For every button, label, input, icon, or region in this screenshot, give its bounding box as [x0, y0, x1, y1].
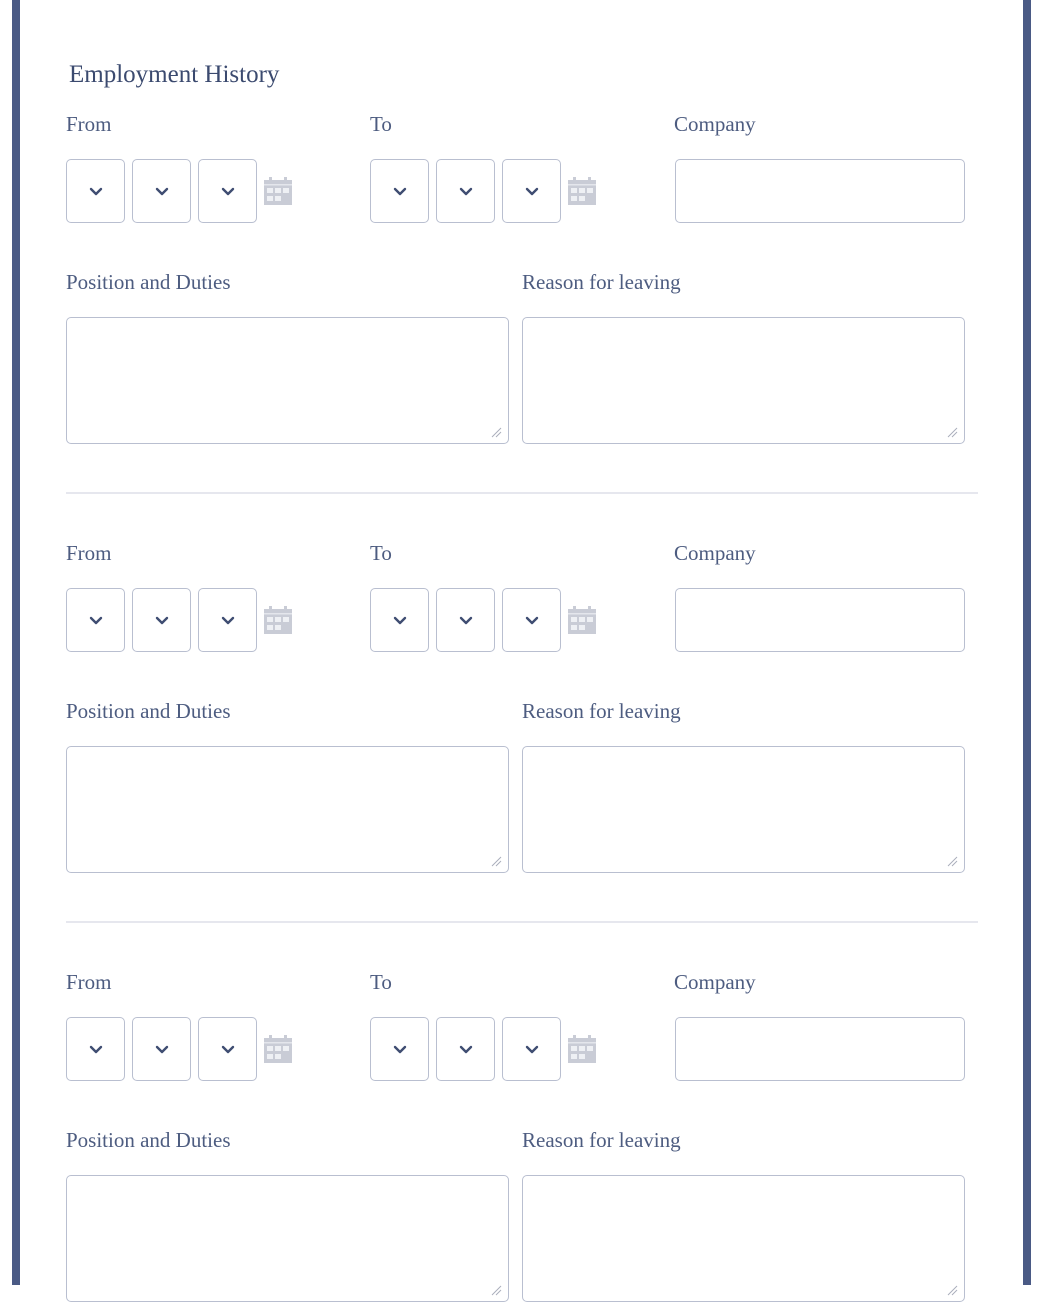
from-day-select[interactable]: [132, 159, 191, 223]
resize-grip-icon[interactable]: [946, 1284, 958, 1296]
to-label: To: [370, 541, 392, 565]
calendar-icon[interactable]: [263, 605, 293, 635]
position-label: Position and Duties: [66, 1128, 231, 1152]
position-textarea[interactable]: [66, 746, 509, 873]
reason-label: Reason for leaving: [522, 1128, 681, 1152]
position-label: Position and Duties: [66, 699, 231, 723]
chevron-down-icon: [89, 1045, 103, 1054]
to-label: To: [370, 970, 392, 994]
company-input[interactable]: [675, 1017, 965, 1081]
reason-textarea[interactable]: [522, 746, 965, 873]
position-textarea[interactable]: [66, 1175, 509, 1302]
to-day-select[interactable]: [436, 1017, 495, 1081]
chevron-down-icon: [155, 1045, 169, 1054]
chevron-down-icon: [525, 1045, 539, 1054]
calendar-icon[interactable]: [263, 176, 293, 206]
employment-entry-3: [0, 858, 1044, 1287]
from-label: From: [66, 112, 112, 136]
from-year-select[interactable]: [198, 588, 257, 652]
from-day-select[interactable]: [132, 588, 191, 652]
from-month-select[interactable]: [66, 159, 125, 223]
chevron-down-icon: [393, 187, 407, 196]
company-label: Company: [674, 112, 756, 136]
reason-textarea[interactable]: [522, 1175, 965, 1302]
company-label: Company: [674, 970, 756, 994]
employment-entry-1: [0, 0, 1044, 429]
resize-grip-icon[interactable]: [490, 1284, 502, 1296]
chevron-down-icon: [221, 1045, 235, 1054]
to-day-select[interactable]: [436, 588, 495, 652]
chevron-down-icon: [525, 187, 539, 196]
company-input[interactable]: [675, 588, 965, 652]
chevron-down-icon: [221, 616, 235, 625]
to-year-select[interactable]: [502, 1017, 561, 1081]
position-textarea[interactable]: [66, 317, 509, 444]
chevron-down-icon: [393, 1045, 407, 1054]
from-month-select[interactable]: [66, 1017, 125, 1081]
to-month-select[interactable]: [370, 1017, 429, 1081]
to-month-select[interactable]: [370, 588, 429, 652]
calendar-icon[interactable]: [567, 176, 597, 206]
reason-textarea[interactable]: [522, 317, 965, 444]
chevron-down-icon: [89, 616, 103, 625]
to-label: To: [370, 112, 392, 136]
from-year-select[interactable]: [198, 1017, 257, 1081]
reason-label: Reason for leaving: [522, 699, 681, 723]
from-day-select[interactable]: [132, 1017, 191, 1081]
section-title: Employment History: [69, 61, 280, 88]
calendar-icon[interactable]: [567, 1034, 597, 1064]
chevron-down-icon: [525, 616, 539, 625]
calendar-icon[interactable]: [567, 605, 597, 635]
chevron-down-icon: [393, 616, 407, 625]
calendar-icon[interactable]: [263, 1034, 293, 1064]
to-year-select[interactable]: [502, 159, 561, 223]
position-label: Position and Duties: [66, 270, 231, 294]
to-month-select[interactable]: [370, 159, 429, 223]
chevron-down-icon: [155, 187, 169, 196]
chevron-down-icon: [459, 1045, 473, 1054]
company-input[interactable]: [675, 159, 965, 223]
employment-entry-2: [0, 429, 1044, 858]
from-month-select[interactable]: [66, 588, 125, 652]
reason-label: Reason for leaving: [522, 270, 681, 294]
to-year-select[interactable]: [502, 588, 561, 652]
chevron-down-icon: [221, 187, 235, 196]
from-label: From: [66, 970, 112, 994]
chevron-down-icon: [459, 616, 473, 625]
from-label: From: [66, 541, 112, 565]
chevron-down-icon: [155, 616, 169, 625]
chevron-down-icon: [459, 187, 473, 196]
from-year-select[interactable]: [198, 159, 257, 223]
to-day-select[interactable]: [436, 159, 495, 223]
chevron-down-icon: [89, 187, 103, 196]
company-label: Company: [674, 541, 756, 565]
